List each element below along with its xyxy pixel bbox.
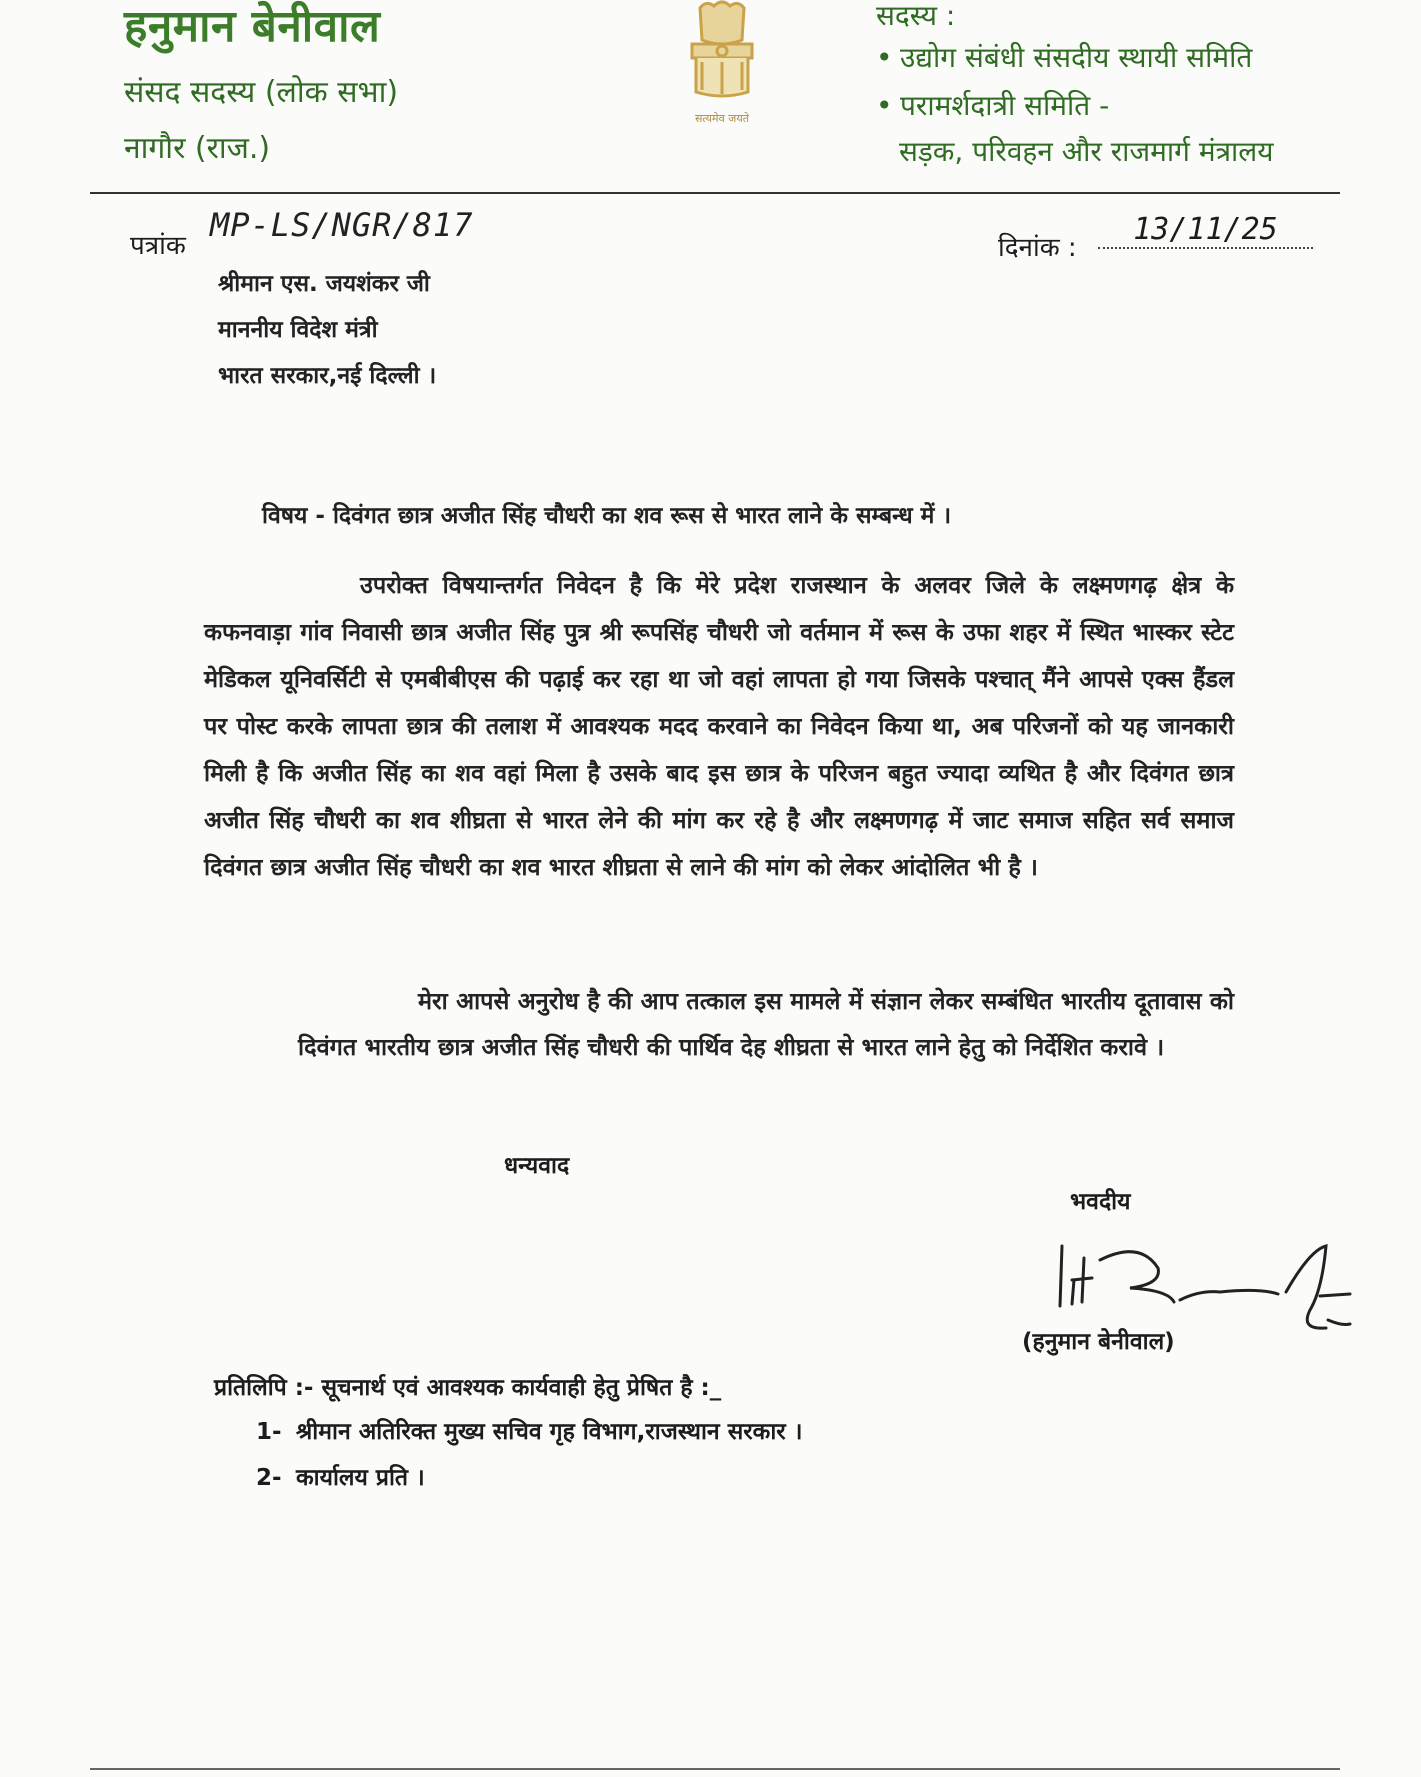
list-item-text: श्रीमान अतिरिक्त मुख्य सचिव गृह विभाग,राजस्थान सरकार । — [296, 1419, 803, 1445]
list-item — [256, 1460, 425, 1492]
body-paragraph: मेरा आपसे अनुरोध है की आप तत्काल इस मामले में संज्ञान लेकर सम्बंधित भारतीय दूतावास को दिवंगत भारतीय छात्र अजीत सिंह चौधरी की पार्थिव देह शीघ्रता से भारत लाने हेतु को निर्देशित करावे । — [298, 987, 1234, 1061]
list-item-text: कार्यालय प्रति । — [296, 1465, 425, 1491]
member-label: सदस्य : — [876, 0, 956, 32]
recipient-line: माननीय विदेश मंत्री — [218, 317, 378, 343]
sender-constituency: नागौर (राज.) — [124, 131, 271, 166]
sender-name: हनुमान बेनीवाल — [124, 1, 381, 52]
copy-to-label: प्रतिलिपि :- सूचनार्थ एवं आवश्यक कार्यवाही हेतु प्रेषित है :_ — [214, 1375, 722, 1401]
recipient-line: भारत सरकार,नई दिल्ली । — [218, 363, 437, 389]
footer-divider — [90, 1768, 1340, 1770]
membership-text: परामर्शदात्री समिति - — [900, 89, 1110, 122]
subject-line: विषय - दिवंगत छात्र अजीत सिंह चौधरी का शव रूस से भारत लाने के सम्बन्ध में । — [262, 503, 952, 529]
date-label: दिनांक : — [998, 233, 1077, 263]
membership-item — [876, 86, 1109, 124]
thanks-text: धन्यवाद — [504, 1153, 570, 1179]
ref-number: MP-LS/NGR/817 — [210, 206, 474, 244]
list-item-number: 1- — [256, 1419, 282, 1445]
membership-item — [876, 38, 1252, 76]
national-emblem-icon — [662, 0, 782, 130]
yours-faithfully: भवदीय — [1070, 1189, 1131, 1215]
bullet-icon: • — [876, 89, 893, 122]
body-paragraph: उपरोक्त विषयान्तर्गत निवेदन है कि मेरे प्रदेश राजस्थान के अलवर जिले के लक्ष्मणगढ़ क्षेत्र के कफनवाड़ा गांव निवासी छात्र अजीत सिंह पुत्र श्री रूपसिंह चौधरी जो वर्तमान में रूस के उफा शहर में स्थित भास्कर स्टेट मेडिकल यूनिवर्सिटी से एमबीबीएस की पढ़ाई कर रहा था जो वहां लापता हो गया जिसके पश्चात् मैंने आपसे एक्स हैंडल पर पोस्ट करके लापता छात्र की तलाश में आवश्यक मदद करवाने का निवेदन किया था, अब परिजनों को यह जानकारी मिली है कि अजीत सिंह का शव वहां मिला है उसके बाद इस छात्र के परिजन बहुत ज्यादा व्यथित है और दिवंगत छात्र अजीत सिंह चौधरी का शव शीघ्रता से भारत लेने की मांग कर रहे है और लक्ष्मणगढ़ में जाट समाज सहित सर्व समाज दिवंगत छात्र अजीत सिंह चौधरी का शव भारत शीघ्रता से लाने की मांग को लेकर आंदोलित भी है । — [204, 571, 1234, 881]
header-divider — [90, 192, 1340, 194]
signer-name: (हनुमान बेनीवाल) — [1022, 1329, 1175, 1355]
membership-text: उद्योग संबंधी संसदीय स्थायी समिति — [900, 41, 1253, 74]
list-item-number: 2- — [256, 1465, 282, 1491]
sender-role: संसद सदस्य (लोक सभा) — [124, 75, 399, 110]
ministry-name: सड़क, परिवहन और राजमार्ग मंत्रालय — [899, 135, 1274, 168]
list-item — [256, 1414, 802, 1446]
emblem-motto: सत्यमेव जयते — [694, 112, 750, 125]
bullet-icon: • — [876, 41, 893, 74]
ref-label: पत्रांक — [130, 231, 186, 261]
recipient-line: श्रीमान एस. जयशंकर जी — [218, 271, 430, 297]
date-value: 13/11/25 — [1098, 212, 1313, 249]
